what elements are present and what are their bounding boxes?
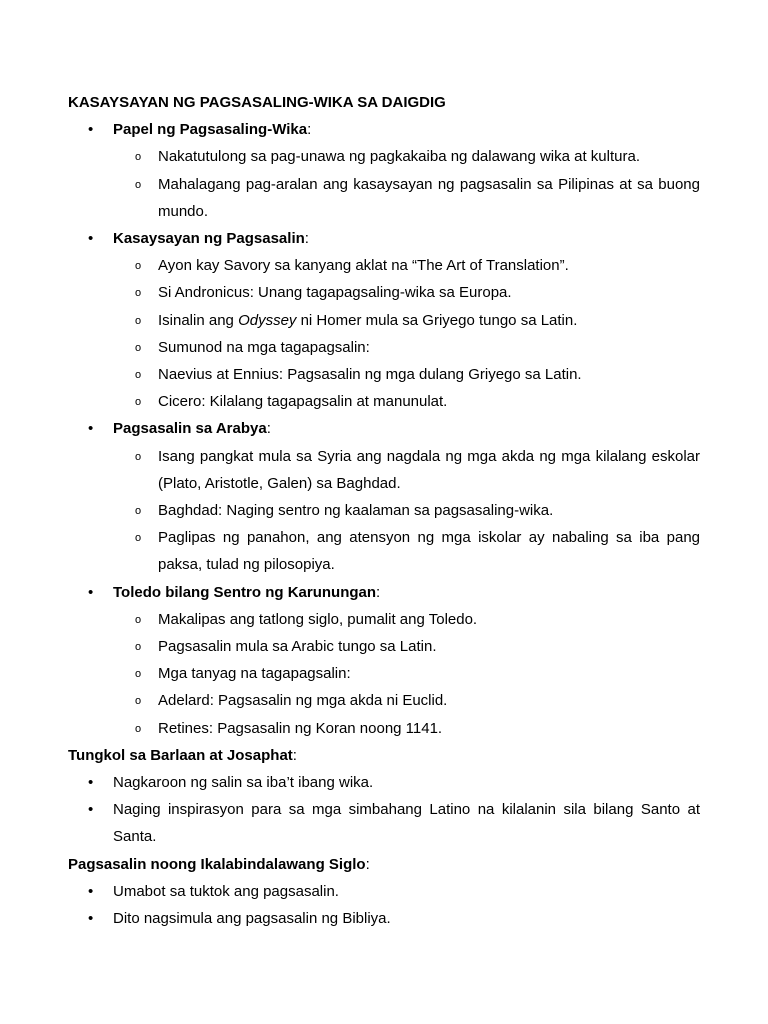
circle-bullet-icon: o — [135, 450, 142, 463]
list-item: o Baghdad: Naging sentro ng kaalaman sa pagsasaling-wika. — [113, 497, 700, 524]
list-item: o Pagsasalin mula sa Arabic tungo sa Latin. — [113, 633, 700, 660]
barlaan-list — [68, 769, 700, 851]
list-item: o Sumunod na mga tagapagsalin: — [113, 334, 700, 361]
list-item: • Dito nagsimula ang pagsasalin ng Bibliya. — [68, 905, 700, 932]
section-heading: Toledo bilang Sentro ng Karunungan — [113, 583, 377, 601]
section-toledo: • Toledo bilang Sentro ng Karunungan: o Makalipas ang tatlong siglo, pumalit ang Toledo. o Pagsasalin mula sa Arabic tungo sa Latin. o Mga tanyag na tagapagsalin: o Adelard: Pagsasalin ng mga akda ni Euclid. o Retines: Pagsasalin ng Koran noong 1141. — [68, 579, 700, 742]
circle-bullet-icon: o — [135, 613, 142, 626]
bullet-icon: • — [88, 230, 94, 248]
circle-bullet-icon: o — [135, 287, 142, 300]
section-arabya: • Pagsasalin sa Arabya: o Isang pangkat mula sa Syria ang nagdala ng mga akda ng mga kilalang eskolar (Plato, Aristotle, Galen) sa Baghdad. o Baghdad: Naging sentro ng kaalaman sa pagsasaling-wika. o Paglipas ng panahon, ang atensyon ng mga iskolar ay nabaling sa iba pang paksa, tulad ng pilosopiya. — [68, 415, 700, 578]
book-title: Odyssey — [238, 311, 297, 329]
bullet-icon: • — [88, 121, 94, 139]
list-item: • Nagkaroon ng salin sa iba’t ibang wika. — [68, 769, 700, 796]
bullet-icon: • — [88, 882, 94, 900]
list-item: o Retines: Pagsasalin ng Koran noong 1141. — [113, 715, 700, 742]
main-outline — [68, 116, 700, 742]
circle-bullet-icon: o — [135, 260, 142, 273]
section-papel: • Papel ng Pagsasaling-Wika: o Nakatutulong sa pag-unawa ng pagkakaiba ng dalawang wika at kultura. o Mahalagang pag-aralan ang kasaysayan ng pagsasalin sa Pilipinas at sa buong mundo. — [68, 116, 700, 225]
circle-bullet-icon: o — [135, 151, 142, 164]
list-item: • Umabot sa tuktok ang pagsasalin. — [68, 878, 700, 905]
ikalabindalawa-list — [68, 878, 700, 932]
bullet-icon: • — [88, 801, 94, 819]
circle-bullet-icon: o — [135, 668, 142, 681]
list-item: o Naevius at Ennius: Pagsasalin ng mga dulang Griyego sa Latin. — [113, 361, 700, 388]
list-item: o Cicero: Kilalang tagapagsalin at manunulat. — [113, 388, 700, 415]
section-kasaysayan: • Kasaysayan ng Pagsasalin: o Ayon kay Savory sa kanyang aklat na “The Art of Translation”. o Si Andronicus: Unang tagapagsaling-wika sa Europa. o Isinalin ang Odyssey ni Homer mula sa Griyego tungo sa Latin. o Sumunod na mga tagapagsalin: o Naevius at Ennius: Pagsasalin ng mga dulang Griyego sa Latin. o Cicero: Kilalang tagapagsalin at manunulat. — [68, 225, 700, 415]
list-item: o Makalipas ang tatlong siglo, pumalit ang Toledo. — [113, 606, 700, 633]
bullet-icon: • — [88, 583, 94, 601]
list-item: • Naging inspirasyon para sa mga simbahang Latino na kilalanin sila bilang Santo at Santa. — [68, 796, 700, 850]
document-title: KASAYSAYAN NG PAGSASALING-WIKA SA DAIGDIG — [68, 94, 446, 111]
bullet-icon: • — [88, 774, 94, 792]
circle-bullet-icon: o — [135, 722, 142, 735]
circle-bullet-icon: o — [135, 369, 142, 382]
section-heading: Pagsasalin sa Arabya — [113, 420, 267, 438]
circle-bullet-icon: o — [135, 178, 142, 191]
circle-bullet-icon: o — [135, 314, 142, 327]
list-item: o Ayon kay Savory sa kanyang aklat na “The Art of Translation”. — [113, 252, 700, 279]
circle-bullet-icon: o — [135, 505, 142, 518]
list-item: o Isinalin ang Odyssey ni Homer mula sa Griyego tungo sa Latin. — [113, 307, 700, 334]
circle-bullet-icon: o — [135, 341, 142, 354]
circle-bullet-icon: o — [135, 641, 142, 654]
list-item: o Paglipas ng panahon, ang atensyon ng mga iskolar ay nabaling sa iba pang paksa, tulad ng pilosopiya. — [113, 524, 700, 578]
sub-list — [113, 143, 700, 225]
ikalabindalawa-heading: Pagsasalin noong Ikalabindalawang Siglo: — [68, 855, 370, 873]
list-item: o Mahalagang pag-aralan ang kasaysayan ng pagsasalin sa Pilipinas at sa buong mundo. — [113, 171, 700, 225]
circle-bullet-icon: o — [135, 695, 142, 708]
bullet-icon: • — [88, 420, 94, 438]
sub-list — [113, 606, 700, 742]
list-item: o Adelard: Pagsasalin ng mga akda ni Euclid. — [113, 687, 700, 714]
section-heading: Kasaysayan ng Pagsasalin — [113, 230, 305, 248]
sub-list — [113, 443, 700, 579]
circle-bullet-icon: o — [135, 396, 142, 409]
circle-bullet-icon: o — [135, 532, 142, 545]
sub-list — [113, 252, 700, 415]
list-item: o Si Andronicus: Unang tagapagsaling-wika sa Europa. — [113, 279, 700, 306]
list-item: o Isang pangkat mula sa Syria ang nagdala ng mga akda ng mga kilalang eskolar (Plato, Aristotle, Galen) sa Baghdad. — [113, 443, 700, 497]
bullet-icon: • — [88, 910, 94, 928]
document-page — [68, 89, 700, 932]
barlaan-heading: Tungkol sa Barlaan at Josaphat: — [68, 746, 297, 764]
list-item: o Mga tanyag na tagapagsalin: — [113, 660, 700, 687]
list-item: o Nakatutulong sa pag-unawa ng pagkakaiba ng dalawang wika at kultura. — [113, 143, 700, 170]
section-heading: Papel ng Pagsasaling-Wika — [113, 121, 308, 139]
